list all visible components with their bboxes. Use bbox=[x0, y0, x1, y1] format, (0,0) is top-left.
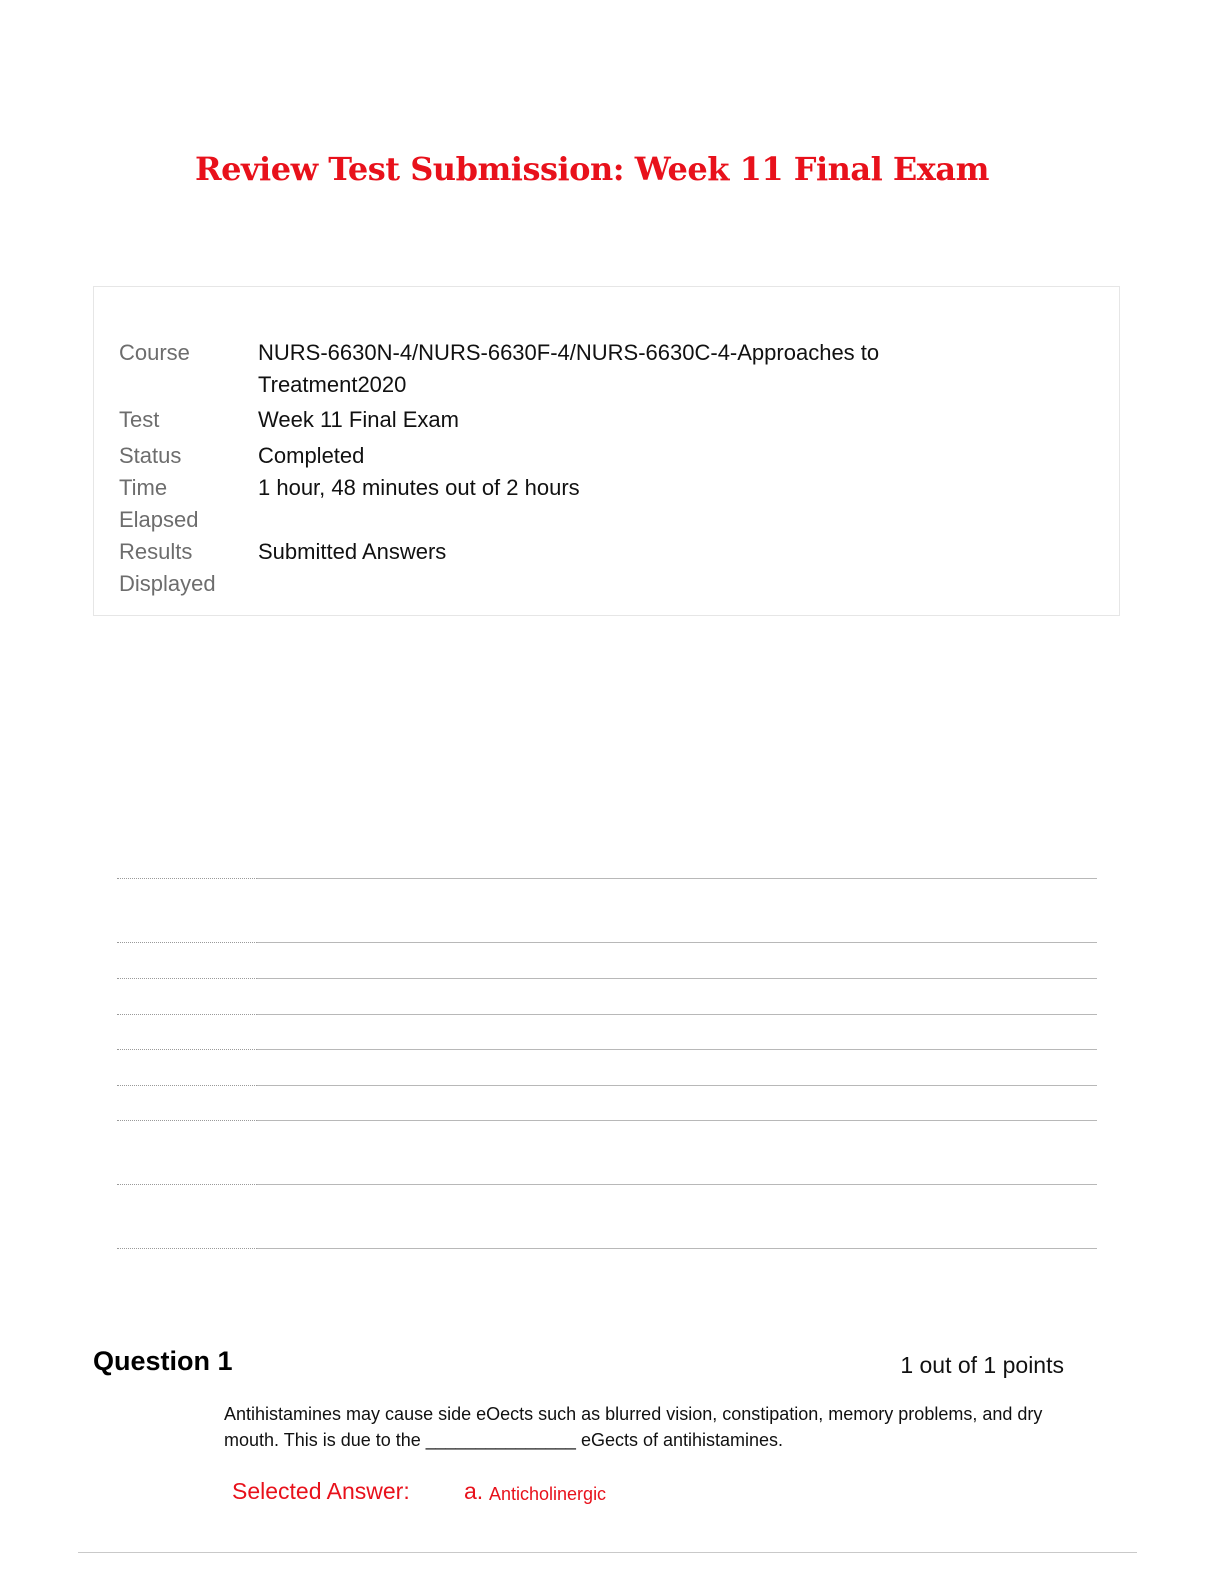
question-text: Antihistamines may cause side eOects such as blurred vision, constipation, memory problems, and dry mouth. This is due to the _______________ eGects of antihistamines. bbox=[224, 1404, 1043, 1450]
summary-value: 1 hour, 48 minutes out of 2 hours bbox=[258, 475, 580, 500]
answer-letter: a. bbox=[464, 1478, 484, 1504]
selected-answer-text: Anticholinergic bbox=[489, 1484, 607, 1504]
page-title: Review Test Submission: Week 11 Final Exam bbox=[195, 150, 989, 188]
summary-label: Time Elapsed bbox=[119, 475, 199, 532]
summary-value: Week 11 Final Exam bbox=[258, 407, 459, 432]
question-title: Question 1 bbox=[93, 1346, 233, 1376]
summary-value: NURS-6630N-4/NURS-6630F-4/NURS-6630C-4-Approaches to Treatment2020 bbox=[258, 340, 880, 397]
summary-label: Results Displayed bbox=[119, 539, 216, 596]
summary-label: Status bbox=[119, 443, 182, 468]
summary-value: Completed bbox=[258, 443, 365, 468]
summary-label: Course bbox=[119, 340, 190, 365]
selected-answer-label: Selected Answer: bbox=[232, 1478, 410, 1504]
question-points: 1 out of 1 points bbox=[900, 1352, 1064, 1378]
test-summary-panel bbox=[93, 286, 1120, 616]
page-bottom-divider bbox=[78, 1552, 1137, 1553]
summary-value: Submitted Answers bbox=[258, 539, 447, 564]
summary-label: Test bbox=[119, 407, 160, 432]
